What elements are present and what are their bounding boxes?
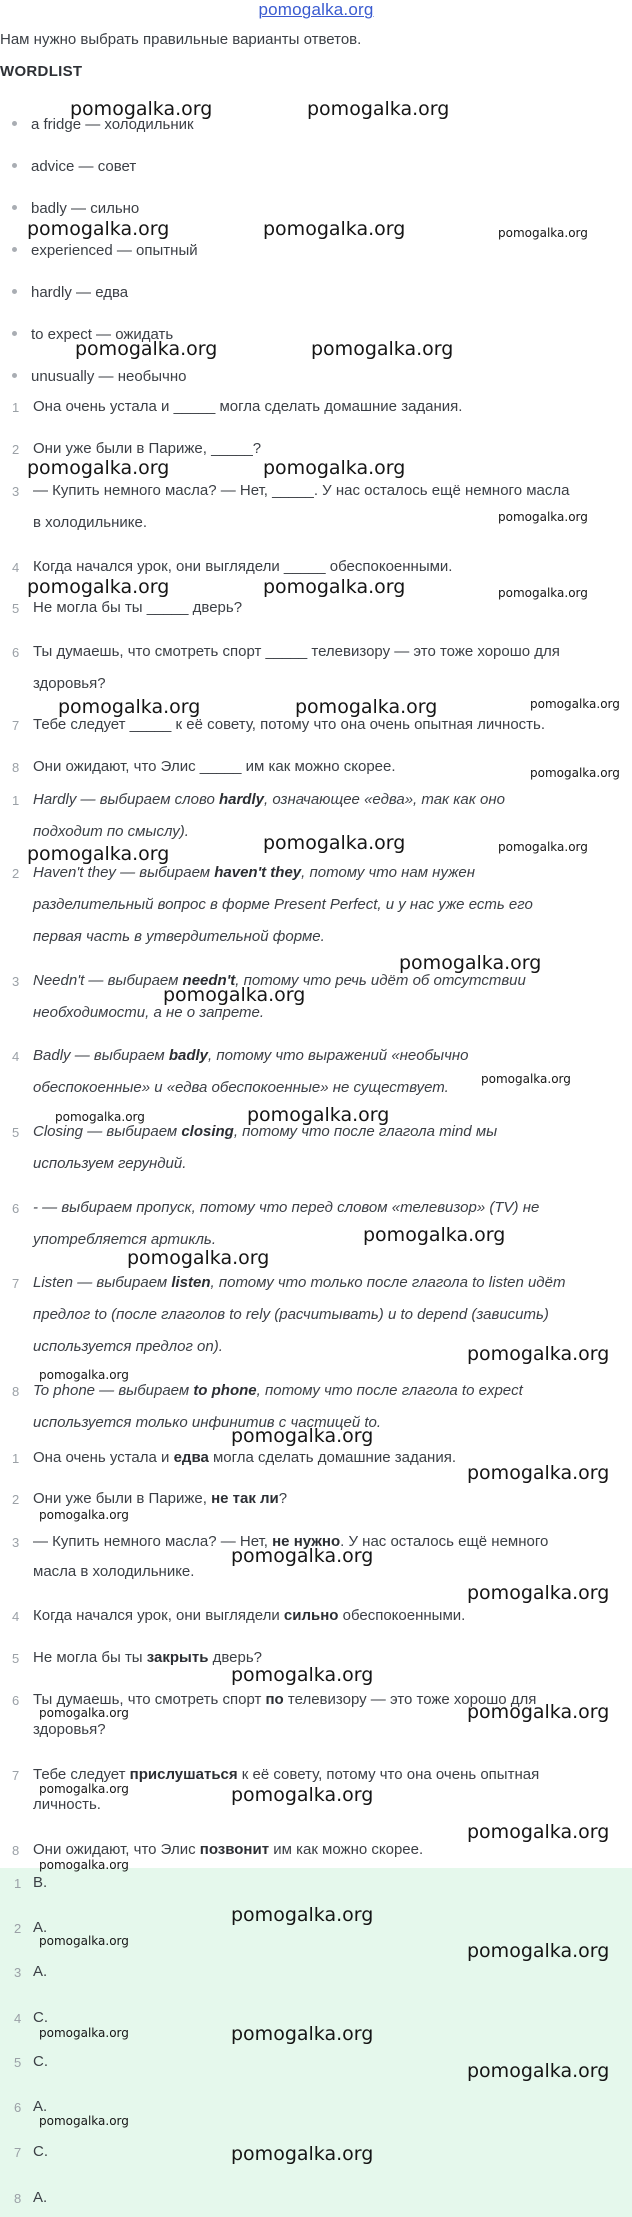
bullet-icon	[12, 289, 17, 294]
watermark: pomogalka.org	[263, 576, 406, 598]
explanation-line: используется только инфинитив с частицей to.	[33, 1414, 382, 1431]
task-number: 4	[12, 560, 20, 575]
completed-sentence: Ты думаешь, что смотреть спорт по телевизору — это тоже хорошо для	[33, 1691, 537, 1708]
watermark: pomogalka.org	[481, 1072, 571, 1086]
answer-number: 3	[14, 1965, 22, 1980]
watermark: pomogalka.org	[467, 1701, 610, 1723]
answer-value: A.	[33, 2189, 48, 2206]
wordlist-item	[12, 242, 198, 259]
explanation-line: Closing — выбираем closing, потому что после глагола mind мы	[33, 1123, 498, 1140]
completed-sentence: Когда начался урок, они выглядели сильно обеспокоенными.	[33, 1607, 466, 1624]
explanation-number: 2	[12, 866, 20, 881]
watermark: pomogalka.org	[231, 1425, 374, 1447]
explanation-number: 4	[12, 1049, 20, 1064]
watermark: pomogalka.org	[27, 457, 170, 479]
completed-sentence: масла в холодильнике.	[33, 1563, 195, 1580]
task-sentence: Когда начался урок, они выглядели _____ обеспокоенными.	[33, 558, 453, 575]
watermark: pomogalka.org	[27, 576, 170, 598]
explanation-line: первая часть в утвердительной форме.	[33, 928, 325, 945]
explanation-line: Badly — выбираем badly, потому что выражений «необычно	[33, 1047, 469, 1064]
completed-number: 3	[12, 1535, 20, 1550]
answer-number: 1	[14, 1876, 22, 1891]
wordlist-item	[12, 284, 128, 301]
watermark: pomogalka.org	[58, 696, 201, 718]
task-sentence: Она очень устала и _____ могла сделать домашние задания.	[33, 398, 463, 415]
watermark: pomogalka.org	[231, 1904, 374, 1926]
explanation-number: 6	[12, 1201, 20, 1216]
completed-sentence: Тебе следует прислушаться к её совету, потому что она очень опытная	[33, 1766, 540, 1783]
bullet-icon	[12, 121, 17, 126]
completed-number: 2	[12, 1492, 20, 1507]
wordlist-item-text: badly — сильно	[31, 200, 140, 217]
completed-number: 7	[12, 1768, 20, 1783]
explanation-number: 7	[12, 1276, 20, 1291]
wordlist-item	[12, 368, 187, 385]
watermark: pomogalka.org	[498, 510, 588, 524]
watermark: pomogalka.org	[39, 1508, 129, 1522]
completed-sentence: здоровья?	[33, 1721, 106, 1738]
explanation-line: используется предлог on).	[33, 1338, 223, 1355]
task-sentence: в холодильнике.	[33, 514, 148, 531]
watermark: pomogalka.org	[75, 338, 218, 360]
watermark: pomogalka.org	[39, 2026, 129, 2040]
completed-sentence: Не могла бы ты закрыть дверь?	[33, 1649, 262, 1666]
explanation-line: Listen — выбираем listen, потому что только после глагола to listen идёт	[33, 1274, 566, 1291]
answer-value: A.	[33, 1963, 48, 1980]
watermark: pomogalka.org	[467, 1343, 610, 1365]
explanation-line: необходимости, а не о запрете.	[33, 1004, 265, 1021]
watermark: pomogalka.org	[70, 98, 213, 120]
wordlist-item-text: a fridge — холодильник	[31, 116, 194, 133]
watermark: pomogalka.org	[27, 218, 170, 240]
answer-number: 2	[14, 1921, 22, 1936]
task-sentence: — Купить немного масла? — Нет, _____. У нас осталось ещё немного масла	[33, 482, 570, 499]
watermark: pomogalka.org	[231, 1664, 374, 1686]
watermark: pomogalka.org	[39, 1368, 129, 1382]
bullet-icon	[12, 331, 17, 336]
watermark: pomogalka.org	[247, 1104, 390, 1126]
watermark: pomogalka.org	[530, 766, 620, 780]
watermark: pomogalka.org	[498, 840, 588, 854]
watermark: pomogalka.org	[263, 218, 406, 240]
completed-sentence: Они ожидают, что Элис позвонит им как можно скорее.	[33, 1841, 424, 1858]
intro-text: Нам нужно выбрать правильные варианты ответов.	[0, 31, 362, 48]
answer-value: C.	[33, 2009, 48, 2026]
watermark: pomogalka.org	[311, 338, 454, 360]
watermark: pomogalka.org	[263, 832, 406, 854]
explanation-line: Hardly — выбираем слово hardly, означающее «едва», так как оно	[33, 791, 505, 808]
completed-sentence: — Купить немного масла? — Нет, не нужно. У нас осталось ещё немного	[33, 1533, 549, 1550]
task-sentence: Они уже были в Париже, _____?	[33, 440, 262, 457]
site-title-link[interactable]: pomogalka.org	[258, 0, 374, 19]
watermark: pomogalka.org	[39, 1934, 129, 1948]
completed-number: 4	[12, 1609, 20, 1624]
task-sentence: Не могла бы ты _____ дверь?	[33, 599, 243, 616]
answer-number: 6	[14, 2100, 22, 2115]
watermark: pomogalka.org	[39, 1706, 129, 1720]
explanation-line: употребляется артикль.	[33, 1231, 216, 1248]
completed-number: 5	[12, 1651, 20, 1666]
answer-number: 8	[14, 2191, 22, 2206]
wordlist-item-text: unusually — необычно	[31, 368, 187, 385]
explanation-line: предлог to (после глаголов to rely (расчитывать) и to depend (зависить)	[33, 1306, 549, 1323]
explanation-number: 5	[12, 1125, 20, 1140]
wordlist-item	[12, 200, 139, 217]
answer-value: B.	[33, 1874, 48, 1891]
watermark: pomogalka.org	[467, 2060, 610, 2082]
explanation-number: 3	[12, 974, 20, 989]
explanation-line: подходит по смыслу).	[33, 823, 189, 840]
explanation-number: 1	[12, 793, 20, 808]
wordlist-heading: WORDLIST	[0, 63, 83, 80]
completed-number: 8	[12, 1843, 20, 1858]
wordlist-item-text: hardly — едва	[31, 284, 129, 301]
explanation-line: To phone — выбираем to phone, потому что после глагола to expect	[33, 1382, 523, 1399]
wordlist-item	[12, 158, 136, 175]
watermark: pomogalka.org	[231, 1545, 374, 1567]
watermark: pomogalka.org	[363, 1224, 506, 1246]
answer-number: 5	[14, 2055, 22, 2070]
watermark: pomogalka.org	[39, 1782, 129, 1796]
answer-value: A.	[33, 2098, 48, 2115]
watermark: pomogalka.org	[498, 586, 588, 600]
task-sentence: Ты думаешь, что смотреть спорт _____ телевизору — это тоже хорошо для	[33, 643, 560, 660]
watermark: pomogalka.org	[307, 98, 450, 120]
answer-number: 4	[14, 2011, 22, 2026]
watermark: pomogalka.org	[231, 1784, 374, 1806]
answer-value: A.	[33, 1919, 48, 1936]
bullet-icon	[12, 373, 17, 378]
watermark: pomogalka.org	[530, 697, 620, 711]
watermark: pomogalka.org	[399, 952, 542, 974]
answer-value: C.	[33, 2053, 48, 2070]
task-number: 7	[12, 718, 20, 733]
explanation-number: 8	[12, 1384, 20, 1399]
completed-sentence: Они уже были в Париже, не так ли?	[33, 1490, 288, 1507]
watermark: pomogalka.org	[55, 1110, 145, 1124]
task-number: 2	[12, 442, 20, 457]
answer-number: 7	[14, 2145, 22, 2160]
answer-value: C.	[33, 2143, 48, 2160]
bullet-icon	[12, 205, 17, 210]
completed-sentence: личность.	[33, 1796, 101, 1813]
watermark: pomogalka.org	[231, 2023, 374, 2045]
watermark: pomogalka.org	[467, 1582, 610, 1604]
task-sentence: Тебе следует _____ к её совету, потому что она очень опытная личность.	[33, 716, 546, 733]
completed-number: 1	[12, 1451, 20, 1466]
explanation-line: Needn't — выбираем needn't, потому что речь идёт об отсутствии	[33, 972, 526, 989]
task-sentence: здоровья?	[33, 675, 106, 692]
explanation-line: - — выбираем пропуск, потому что перед словом «телевизор» (TV) не	[33, 1199, 540, 1216]
task-number: 1	[12, 400, 20, 415]
task-number: 3	[12, 484, 20, 499]
watermark: pomogalka.org	[295, 696, 438, 718]
watermark: pomogalka.org	[27, 843, 170, 865]
explanation-line: используем герундий.	[33, 1155, 187, 1172]
watermark: pomogalka.org	[263, 457, 406, 479]
task-number: 5	[12, 601, 20, 616]
completed-number: 6	[12, 1693, 20, 1708]
watermark: pomogalka.org	[467, 1462, 610, 1484]
watermark: pomogalka.org	[467, 1821, 610, 1843]
wordlist-item-text: experienced — опытный	[31, 242, 198, 259]
bullet-icon	[12, 163, 17, 168]
task-sentence: Они ожидают, что Элис _____ им как можно скорее.	[33, 758, 396, 775]
task-number: 6	[12, 645, 20, 660]
bullet-icon	[12, 247, 17, 252]
explanation-line: разделительный вопрос в форме Present Perfect, и у нас уже есть его	[33, 896, 533, 913]
watermark: pomogalka.org	[498, 226, 588, 240]
completed-sentence: Она очень устала и едва могла сделать домашние задания.	[33, 1449, 456, 1466]
wordlist-item-text: to expect — ожидать	[31, 326, 174, 343]
watermark: pomogalka.org	[231, 2143, 374, 2165]
watermark: pomogalka.org	[39, 2114, 129, 2128]
watermark: pomogalka.org	[39, 1858, 129, 1872]
watermark: pomogalka.org	[127, 1247, 270, 1269]
task-number: 8	[12, 760, 20, 775]
explanation-line: Haven't they — выбираем haven't they, потому что нам нужен	[33, 864, 476, 881]
watermark: pomogalka.org	[163, 984, 306, 1006]
watermark: pomogalka.org	[467, 1940, 610, 1962]
wordlist-item-text: advice — совет	[31, 158, 137, 175]
explanation-line: обеспокоенные» и «едва обеспокоенные» не существует.	[33, 1079, 449, 1096]
